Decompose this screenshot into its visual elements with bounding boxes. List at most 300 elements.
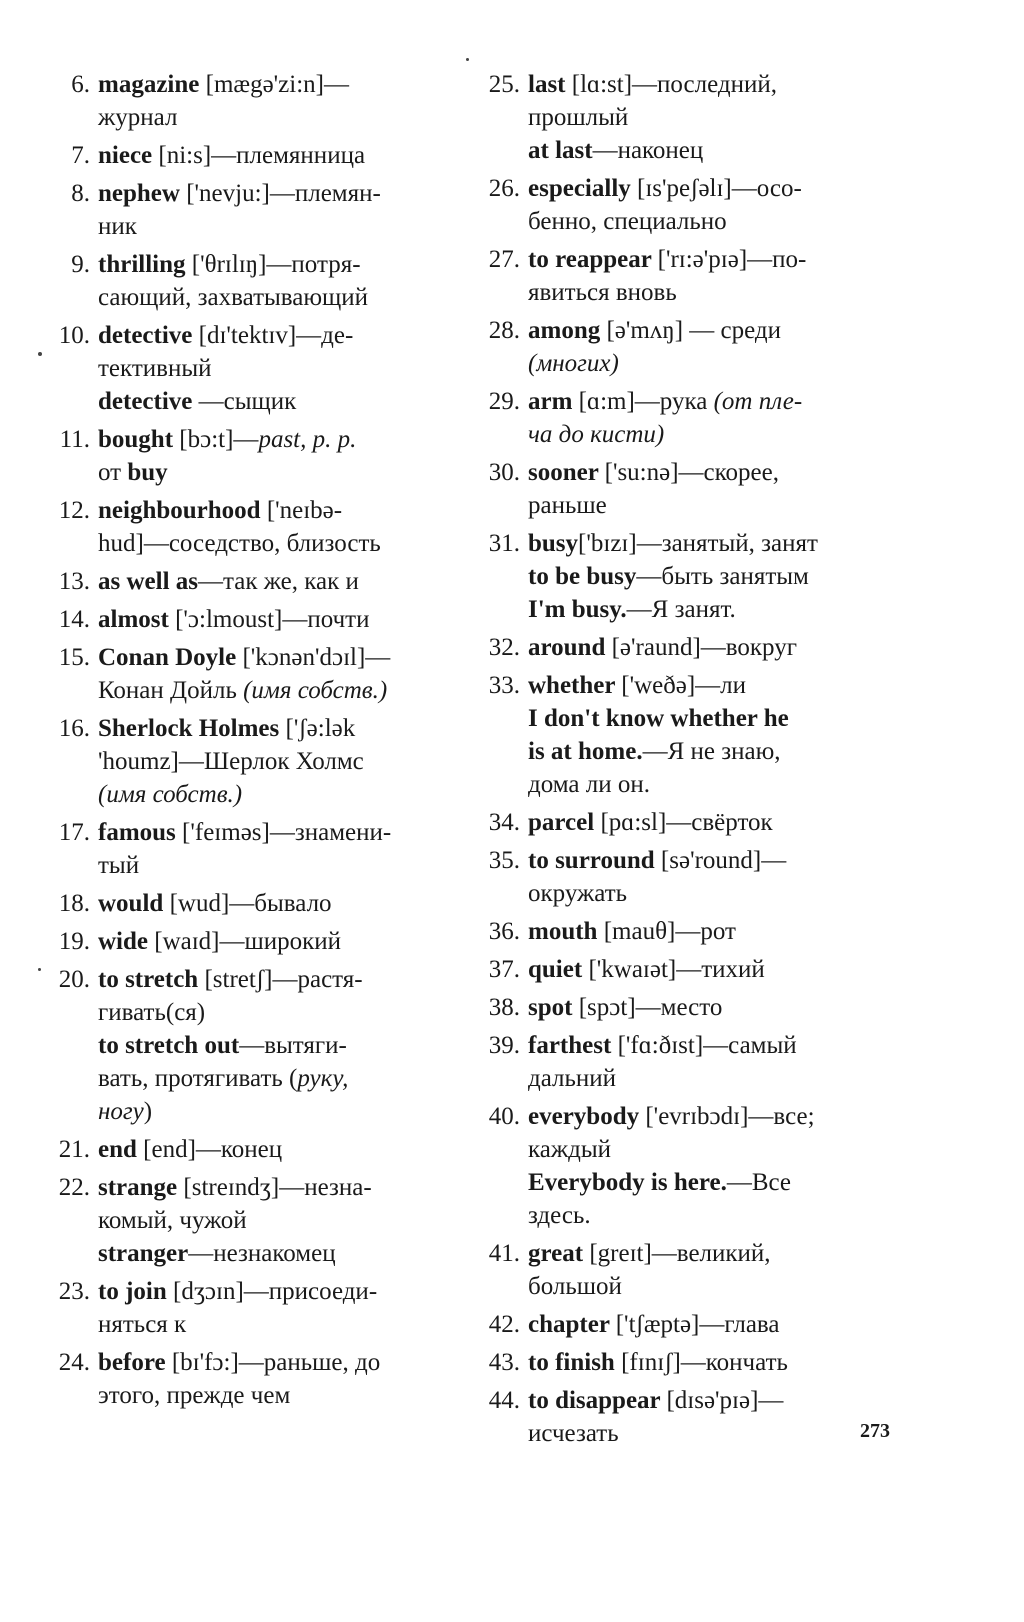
entry-line	[98, 1237, 450, 1270]
page-number: 273	[860, 1420, 890, 1442]
entry-line	[98, 1379, 450, 1412]
entry-line	[98, 887, 450, 920]
definition-text: [lɑ:st]—последний,	[571, 71, 777, 98]
headword: quiet	[528, 956, 589, 983]
entry-line	[98, 1095, 450, 1128]
headword: detective	[98, 388, 199, 415]
entry-text	[528, 527, 898, 626]
note-italic: руку,	[297, 1065, 349, 1092]
vocabulary-entry	[50, 641, 450, 707]
definition-text: [ə'raund]—вокруг	[611, 634, 797, 661]
entry-line	[528, 1100, 898, 1133]
entry-line	[98, 1346, 450, 1379]
entry-number: 28.	[488, 317, 520, 344]
vocabulary-entry	[50, 963, 450, 1128]
entry-line	[528, 1199, 898, 1232]
entry-text	[528, 1100, 898, 1232]
headword: stranger	[98, 1240, 189, 1267]
entry-text	[98, 1275, 450, 1341]
entry-line	[528, 560, 898, 593]
definition-text: —быть занятым	[636, 563, 809, 590]
vocabulary-entry	[50, 887, 450, 920]
headword: before	[98, 1349, 172, 1376]
definition-text: окружать	[528, 880, 628, 907]
entry-number: 15.	[58, 644, 90, 671]
definition-text: бенно, специально	[528, 208, 727, 235]
entry-number: 33.	[488, 672, 520, 699]
entry-number: 36.	[488, 918, 520, 945]
entry-line	[528, 1384, 898, 1417]
entry-number: 17.	[58, 819, 90, 846]
entry-line	[98, 641, 450, 674]
headword: to join	[98, 1278, 173, 1305]
headword: last	[528, 71, 572, 98]
definition-text: большой	[528, 1273, 622, 1300]
headword: around	[528, 634, 612, 661]
definition-text: комый, чужой	[98, 1207, 247, 1234]
entry-number: 39.	[488, 1032, 520, 1059]
definition-text: ['fɑ:ðɪst]—самый	[617, 1032, 797, 1059]
note-italic: (имя собств.)	[243, 677, 388, 704]
entry-text	[98, 494, 450, 560]
headword: would	[98, 890, 170, 917]
entry-line	[528, 1237, 898, 1270]
definition-text: [mægə'zi:n]—	[205, 71, 349, 98]
entry-number: 26.	[488, 175, 520, 202]
entry-line	[528, 243, 898, 276]
definition-text: гивать(ся)	[98, 999, 206, 1026]
definition-text: [streɪndʒ]—незна-	[183, 1174, 372, 1201]
entry-line	[98, 1275, 450, 1308]
definition-text: дальний	[528, 1065, 617, 1092]
entry-text	[98, 68, 450, 134]
entry-text	[98, 1133, 450, 1166]
entry-line	[98, 1308, 450, 1341]
definition-text: ['kwaɪət]—тихий	[588, 956, 765, 983]
definition-text: вать, протягивать (	[98, 1065, 298, 1092]
entry-number: 18.	[58, 890, 90, 917]
headword: to stretch out	[98, 1032, 240, 1059]
entry-number: 16.	[58, 715, 90, 742]
definition-text: —Все	[726, 1169, 792, 1196]
definition-text: [ə'mʌŋ] — среди	[606, 317, 782, 344]
vocabulary-entry	[50, 248, 450, 314]
headword: chapter	[528, 1311, 616, 1338]
scan-speck	[38, 352, 42, 356]
headword: to stretch	[98, 966, 205, 993]
vocabulary-entry	[50, 494, 450, 560]
headword: great	[528, 1240, 590, 1267]
definition-text: ['rɪ:ə'pɪə]—по-	[657, 246, 807, 273]
entry-line	[98, 745, 450, 778]
definition-text: явиться вновь	[528, 279, 677, 306]
entry-text	[98, 925, 450, 958]
entry-number: 21.	[58, 1136, 90, 1163]
headword: to finish	[528, 1349, 622, 1376]
definition-text: журнал	[98, 104, 178, 131]
entry-line	[98, 352, 450, 385]
definition-text: Конан Дойль	[98, 677, 244, 704]
entry-line	[528, 806, 898, 839]
entry-line	[98, 778, 450, 811]
entry-number: 10.	[58, 322, 90, 349]
entry-number: 25.	[488, 71, 520, 98]
definition-text: ['su:nə]—скорее,	[604, 459, 779, 486]
entry-line	[98, 603, 450, 636]
entry-text	[98, 1171, 450, 1270]
entry-line	[528, 205, 898, 238]
entry-text	[98, 423, 450, 489]
headword: busy	[528, 530, 579, 557]
entry-text	[98, 641, 450, 707]
definition-text: —вытяги-	[239, 1032, 347, 1059]
entry-line	[98, 101, 450, 134]
definition-text: прошлый	[528, 104, 629, 131]
definition-text: ник	[98, 213, 137, 240]
definition-text: 'houmz]—Шерлок Холмс	[98, 748, 364, 775]
vocabulary-entry	[50, 925, 450, 958]
definition-text: [end]—конец	[143, 1136, 283, 1163]
headword: Everybody is here.	[528, 1169, 727, 1196]
vocabulary-entry	[478, 385, 898, 451]
vocabulary-entry	[478, 915, 898, 948]
entry-text	[528, 68, 898, 167]
definition-text: этого, прежде чем	[98, 1382, 291, 1409]
headword: famous	[98, 819, 183, 846]
entry-line	[528, 172, 898, 205]
definition-text: —незнакомец	[188, 1240, 336, 1267]
entry-line	[528, 347, 898, 380]
entry-line	[528, 314, 898, 347]
entry-line	[98, 248, 450, 281]
vocabulary-entry	[478, 172, 898, 238]
note-italic: ча до кисти)	[528, 421, 665, 448]
definition-text: [dɪsə'pɪə]—	[666, 1387, 784, 1414]
headword: end	[98, 1136, 144, 1163]
entry-text	[98, 565, 450, 598]
headword: Conan Doyle	[98, 644, 243, 671]
entry-text	[98, 887, 450, 920]
definition-text: )	[143, 1098, 153, 1125]
entry-line	[528, 915, 898, 948]
entry-line	[528, 877, 898, 910]
definition-text: ['weðə]—ли	[621, 672, 747, 699]
entry-line	[528, 1166, 898, 1199]
entry-line	[528, 101, 898, 134]
headword: as well as	[98, 568, 198, 595]
entry-line	[528, 593, 898, 626]
headword: is at home.	[528, 738, 643, 765]
entry-text	[98, 712, 450, 811]
entry-line	[98, 281, 450, 314]
entry-line	[98, 849, 450, 882]
vocabulary-entry	[478, 1384, 898, 1450]
definition-text: hud]—соседство, близость	[98, 530, 381, 557]
headword: spot	[528, 994, 579, 1021]
definition-text: [wud]—бывало	[169, 890, 332, 917]
definition-text: [sə'round]—	[660, 847, 787, 874]
entry-number: 37.	[488, 956, 520, 983]
entry-line	[98, 1204, 450, 1237]
entry-text	[528, 1029, 898, 1095]
entry-text	[528, 456, 898, 522]
entry-line	[98, 1062, 450, 1095]
vocabulary-entry	[50, 1346, 450, 1412]
entry-text	[98, 248, 450, 314]
entry-text	[528, 243, 898, 309]
entry-line	[528, 991, 898, 1024]
definition-text: каждый	[528, 1136, 612, 1163]
definition-text: ['evrɪbɔdɪ]—все;	[645, 1103, 815, 1130]
headword: parcel	[528, 809, 601, 836]
entry-number: 9.	[71, 251, 90, 278]
vocabulary-entry	[478, 991, 898, 1024]
entry-line	[98, 423, 450, 456]
vocabulary-entry	[478, 1308, 898, 1341]
vocabulary-entry	[50, 1275, 450, 1341]
definition-text: ['feɪməs]—знамени-	[182, 819, 392, 846]
vocabulary-entry	[50, 68, 450, 134]
headword: nephew	[98, 180, 187, 207]
definition-text: ['θrɪlɪŋ]—потря-	[191, 251, 361, 278]
entry-line	[528, 953, 898, 986]
entry-number: 32.	[488, 634, 520, 661]
definition-text: [fɪnɪʃ]—кончать	[621, 1349, 788, 1376]
entry-text	[528, 1308, 898, 1341]
headword: I don't know whether he	[528, 705, 789, 732]
entry-text	[528, 172, 898, 238]
entry-line	[528, 276, 898, 309]
entry-text	[528, 953, 898, 986]
definition-text: [stretʃ]—растя-	[204, 966, 363, 993]
entry-line	[98, 494, 450, 527]
headword: everybody	[528, 1103, 646, 1130]
headword: Sherlock Holmes	[98, 715, 286, 742]
entry-text	[98, 319, 450, 418]
vocabulary-entry	[50, 1171, 450, 1270]
definition-text: —Я занят.	[626, 596, 736, 623]
entry-number: 35.	[488, 847, 520, 874]
entry-text	[528, 1384, 898, 1450]
entry-number: 44.	[488, 1387, 520, 1414]
entry-line	[98, 712, 450, 745]
entry-text	[528, 844, 898, 910]
scan-speck	[466, 58, 469, 61]
entry-line	[528, 768, 898, 801]
entry-text	[528, 806, 898, 839]
definition-text: тективный	[98, 355, 212, 382]
entry-number: 14.	[58, 606, 90, 633]
entry-number: 8.	[71, 180, 90, 207]
definition-text: —сыщик	[198, 388, 297, 415]
definition-text: ['nevju:]—племян-	[186, 180, 381, 207]
entry-line	[528, 1062, 898, 1095]
definition-text: [bɔ:t]—	[179, 426, 259, 453]
entry-line	[528, 669, 898, 702]
entry-line	[98, 1029, 450, 1062]
entry-line	[528, 735, 898, 768]
entry-number: 40.	[488, 1103, 520, 1130]
headword: at last	[528, 137, 593, 164]
vocabulary-entry	[478, 1346, 898, 1379]
vocabulary-entry	[478, 1029, 898, 1095]
headword: almost	[98, 606, 176, 633]
vocabulary-entry	[478, 1100, 898, 1232]
definition-text: [bɪ'fɔ:]—раньше, до	[171, 1349, 381, 1376]
entry-line	[98, 1133, 450, 1166]
vocabulary-entry	[50, 177, 450, 243]
headword: farthest	[528, 1032, 618, 1059]
headword: mouth	[528, 918, 604, 945]
headword: niece	[98, 142, 159, 169]
definition-text: тый	[98, 852, 140, 879]
vocabulary-entry	[50, 565, 450, 598]
entry-line	[98, 385, 450, 418]
entry-number: 20.	[58, 966, 90, 993]
headword: to reappear	[528, 246, 658, 273]
entry-line	[98, 996, 450, 1029]
vocabulary-entry	[478, 844, 898, 910]
vocabulary-entry	[478, 314, 898, 380]
vocabulary-column-right	[478, 68, 898, 1455]
headword: neighbourhood	[98, 497, 267, 524]
headword: thrilling	[98, 251, 192, 278]
definition-text: сающий, захватывающий	[98, 284, 369, 311]
entry-line	[98, 210, 450, 243]
entry-text	[528, 1346, 898, 1379]
entry-line	[528, 418, 898, 451]
definition-text: [ɪs'peʃəlɪ]—осо-	[637, 175, 802, 202]
headword: to be busy	[528, 563, 637, 590]
headword: sooner	[528, 459, 605, 486]
entry-line	[98, 674, 450, 707]
headword: whether	[528, 672, 622, 699]
entry-line	[528, 385, 898, 418]
vocabulary-entry	[50, 139, 450, 172]
definition-text: [ni:s]—племянница	[158, 142, 366, 169]
entry-number: 7.	[71, 142, 90, 169]
vocabulary-entry	[478, 456, 898, 522]
entry-text	[528, 385, 898, 451]
headword: detective	[98, 322, 199, 349]
entry-text	[528, 631, 898, 664]
entry-line	[98, 1171, 450, 1204]
definition-text: дома ли он.	[528, 771, 650, 798]
definition-text: ['tʃæptə]—глава	[615, 1311, 780, 1338]
entry-line	[98, 456, 450, 489]
definition-text: ['ʃə:lək	[285, 715, 356, 742]
vocabulary-entry	[478, 243, 898, 309]
entry-number: 11.	[59, 426, 90, 453]
entry-text	[98, 139, 450, 172]
entry-line	[98, 565, 450, 598]
entry-number: 31.	[488, 530, 520, 557]
note-italic: (многих)	[528, 350, 619, 377]
headword: among	[528, 317, 607, 344]
entry-line	[98, 68, 450, 101]
entry-number: 22.	[58, 1174, 90, 1201]
entry-text	[528, 669, 898, 801]
entry-number: 19.	[58, 928, 90, 955]
entry-number: 41.	[488, 1240, 520, 1267]
vocabulary-entry	[50, 1133, 450, 1166]
vocabulary-entry	[478, 631, 898, 664]
entry-line	[98, 319, 450, 352]
entry-line	[528, 1346, 898, 1379]
definition-text: [spɔt]—место	[578, 994, 723, 1021]
entry-line	[528, 456, 898, 489]
entry-number: 6.	[71, 71, 90, 98]
entry-text	[98, 816, 450, 882]
definition-text: [dɪ'tektɪv]—де-	[198, 322, 354, 349]
entry-number: 42.	[488, 1311, 520, 1338]
entry-line	[528, 844, 898, 877]
definition-text: ['bɪzɪ]—занятый, занят	[578, 530, 818, 557]
entry-line	[98, 925, 450, 958]
definition-text: [mauθ]—рот	[603, 918, 736, 945]
entry-line	[528, 68, 898, 101]
headword: buy	[127, 459, 168, 486]
headword: strange	[98, 1174, 184, 1201]
scan-speck	[38, 968, 41, 971]
entry-number: 24.	[58, 1349, 90, 1376]
definition-text: —Я не знаю,	[642, 738, 781, 765]
headword: magazine	[98, 71, 206, 98]
entry-line	[528, 134, 898, 167]
headword: to surround	[528, 847, 661, 874]
vocabulary-entry	[50, 603, 450, 636]
definition-text: ['kɔnən'dɔɪl]—	[242, 644, 391, 671]
vocabulary-entry	[50, 319, 450, 418]
vocabulary-entry	[478, 669, 898, 801]
vocabulary-entry	[50, 816, 450, 882]
entry-number: 27.	[488, 246, 520, 273]
entry-line	[528, 702, 898, 735]
entry-line	[528, 631, 898, 664]
vocabulary-entry	[478, 953, 898, 986]
vocabulary-column-left	[50, 68, 450, 1417]
definition-text: ['neɪbə-	[266, 497, 343, 524]
definition-text: здесь.	[528, 1202, 591, 1229]
entry-line	[528, 1029, 898, 1062]
vocabulary-entry	[50, 423, 450, 489]
definition-text: раньше	[528, 492, 607, 519]
entry-text	[98, 1346, 450, 1412]
definition-text: от	[98, 459, 128, 486]
entry-number: 30.	[488, 459, 520, 486]
definition-text: [pɑ:sl]—свёрток	[600, 809, 773, 836]
entry-text	[528, 1237, 898, 1303]
definition-text: —так же, как и	[198, 568, 359, 595]
headword: to disappear	[528, 1387, 667, 1414]
headword: wide	[98, 928, 155, 955]
note-italic: past, p. p.	[258, 426, 357, 453]
entry-number: 43.	[488, 1349, 520, 1376]
entry-line	[98, 963, 450, 996]
entry-line	[528, 1133, 898, 1166]
vocabulary-entry	[478, 806, 898, 839]
entry-line	[98, 527, 450, 560]
entry-text	[528, 915, 898, 948]
entry-number: 38.	[488, 994, 520, 1021]
definition-text: —наконец	[592, 137, 704, 164]
headword: arm	[528, 388, 579, 415]
note-italic: ногу	[98, 1098, 144, 1125]
entry-text	[528, 991, 898, 1024]
entry-number: 23.	[58, 1278, 90, 1305]
entry-line	[528, 489, 898, 522]
entry-number: 13.	[58, 568, 90, 595]
